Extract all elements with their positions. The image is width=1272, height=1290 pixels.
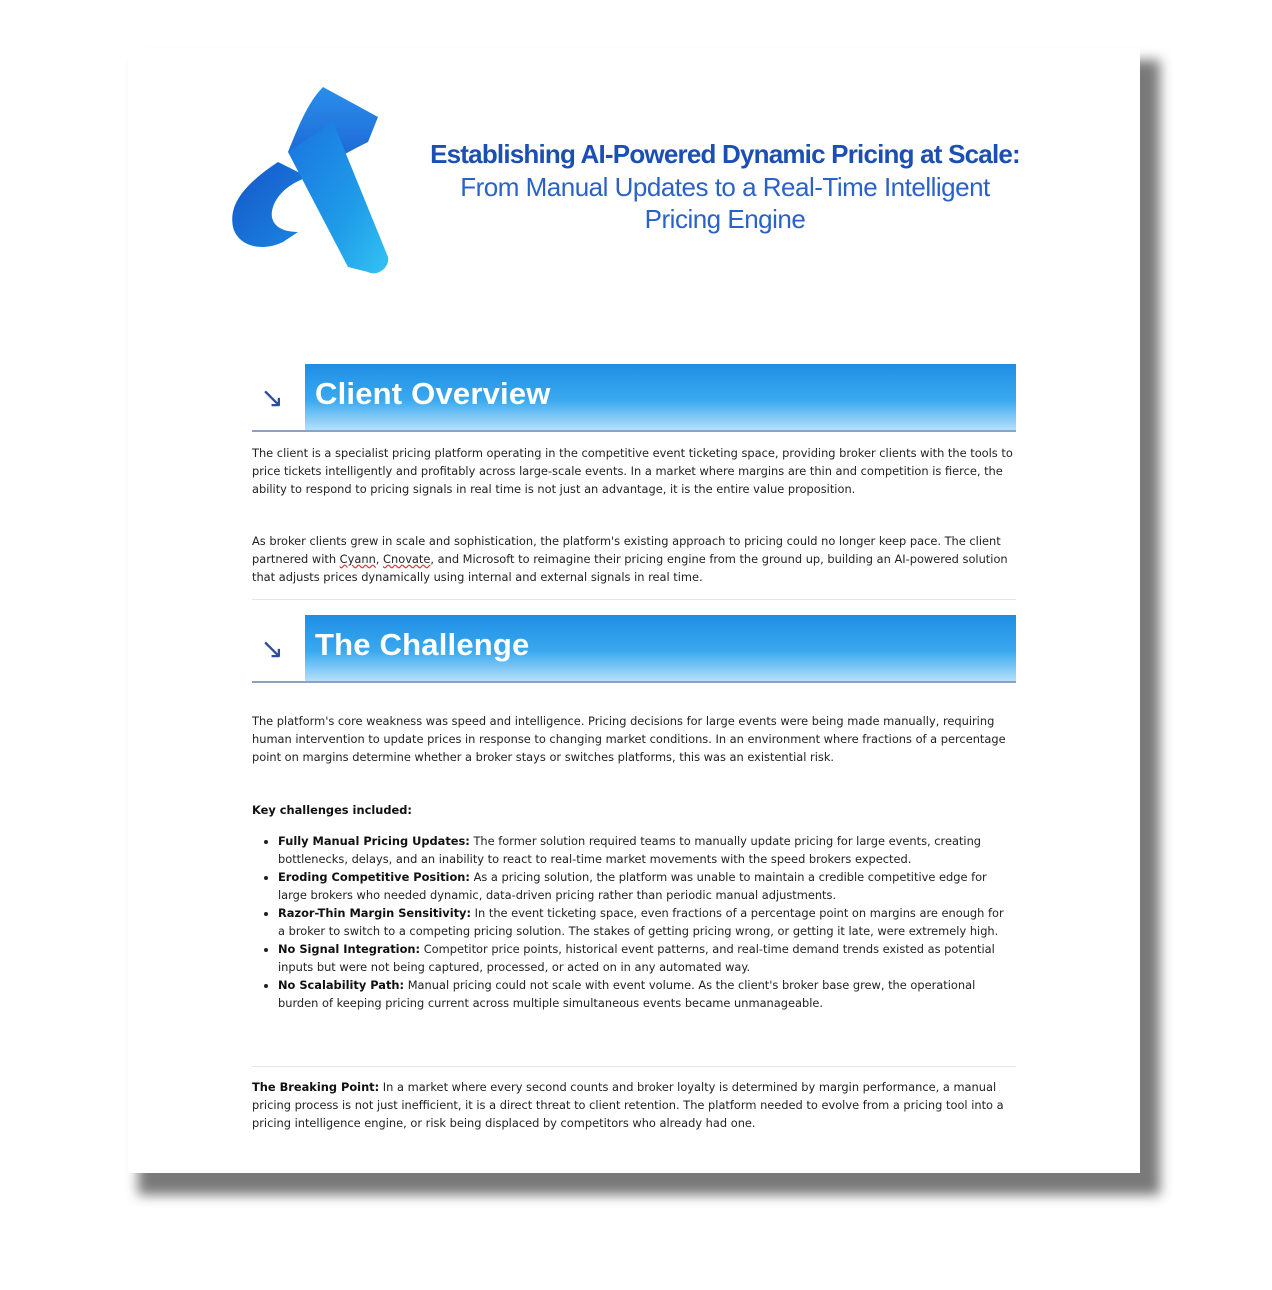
- item-text: The former solution required teams to manually update pricing for large events, creating bottlenecks, delays, and an inability to react to real-time market movements with the speed brokers expected.: [278, 834, 982, 866]
- title-line-1: Establishing AI-Powered Dynamic Pricing at Scale:: [430, 139, 1020, 169]
- list-item: [278, 976, 1014, 1012]
- client-overview-paragraph-2: [252, 532, 1014, 586]
- item-label: Fully Manual Pricing Updates:: [278, 834, 470, 848]
- paragraph-text: [252, 532, 1014, 586]
- document-page: [128, 48, 1140, 1173]
- paragraph-text: The client is a specialist pricing platform operating in the competitive event ticketing space, providing broker clients with the tools to price tickets intelligently and profitably across large-scale events. In a market where margins are thin and competition is fierce, the ability to respond to pricing signals in real time is not just an advantage, it is the entire value proposition.: [252, 446, 1013, 496]
- list-item: [278, 832, 1014, 868]
- text-span: As broker clients grew in scale and sophistication, the platform's existing approach to pricing could no longer keep pace. The client partnered with: [252, 534, 1001, 566]
- item-text: In the event ticketing space, even fractions of a percentage point on margins are enough for a broker to switch to a competing pricing solution. The stakes of getting pricing wrong, or getting it late, were extremely high.: [278, 906, 1004, 938]
- challenge-paragraph-1: [252, 712, 1014, 766]
- divider: [252, 599, 1016, 600]
- text-span: , and Microsoft to reimagine their pricing engine from the ground up, building an AI-powered solution that adjusts prices dynamically using internal and external signals in real time.: [252, 552, 1008, 584]
- list-item: [278, 904, 1014, 940]
- document-title: [390, 138, 1060, 235]
- client-overview-paragraph-1: [252, 444, 1014, 498]
- breaking-point-label: The Breaking Point:: [252, 1080, 380, 1094]
- key-challenges-label: Key challenges included:: [252, 803, 412, 817]
- section-heading: Client Overview: [315, 376, 551, 411]
- partner-name: Cyann: [339, 552, 376, 566]
- item-label: Eroding Competitive Position:: [278, 870, 470, 884]
- paragraph-text: [252, 1078, 1014, 1132]
- breaking-point-paragraph: [252, 1078, 1014, 1132]
- arrow-down-right-icon: ↘: [260, 632, 284, 665]
- item-label: No Signal Integration:: [278, 942, 421, 956]
- section-band: [305, 364, 1016, 430]
- title-line-3: Pricing Engine: [644, 204, 806, 234]
- item-label: No Scalability Path:: [278, 978, 405, 992]
- ribbon-logo-icon: [228, 82, 398, 282]
- section-rule: [252, 430, 1016, 432]
- title-line-2: From Manual Updates to a Real-Time Intelligent: [460, 172, 990, 202]
- challenge-header: [252, 615, 1016, 683]
- arrow-down-right-icon: ↘: [260, 381, 284, 414]
- section-band: [305, 615, 1016, 681]
- section-heading: The Challenge: [315, 627, 530, 662]
- paragraph-text: The platform's core weakness was speed and intelligence. Pricing decisions for large events were being made manually, requiring human intervention to update prices in response to changing market conditions. In an environment where fractions of a percentage point on margins determine whether a broker stays or switches platforms, this was an existential risk.: [252, 714, 1006, 764]
- item-label: Razor-Thin Margin Sensitivity:: [278, 906, 472, 920]
- item-text: As a pricing solution, the platform was unable to maintain a credible competitive edge for large brokers who needed dynamic, data-driven pricing rather than periodic manual adjustments.: [278, 870, 987, 902]
- divider: [252, 1066, 1016, 1067]
- breaking-point-text: In a market where every second counts and broker loyalty is determined by margin performance, a manual pricing process is not just inefficient, it is a direct threat to client retention. The platform needed to evolve from a pricing tool into a pricing intelligence engine, or risk being displaced by competitors who already had one.: [252, 1080, 1004, 1130]
- item-text: Competitor price points, historical event patterns, and real-time demand trends existed as potential inputs but were not being captured, processed, or acted on in any automated way.: [278, 942, 995, 974]
- challenges-list: [252, 832, 1014, 1012]
- section-rule: [252, 681, 1016, 683]
- list-item: [278, 940, 1014, 976]
- text-span: ,: [375, 552, 384, 566]
- partner-name: Cnovate: [383, 552, 431, 566]
- item-text: Manual pricing could not scale with event volume. As the client's broker base grew, the operational burden of keeping pricing current across multiple simultaneous events became unmanageable.: [278, 978, 976, 1010]
- list-item: [278, 868, 1014, 904]
- client-overview-header: [252, 364, 1016, 432]
